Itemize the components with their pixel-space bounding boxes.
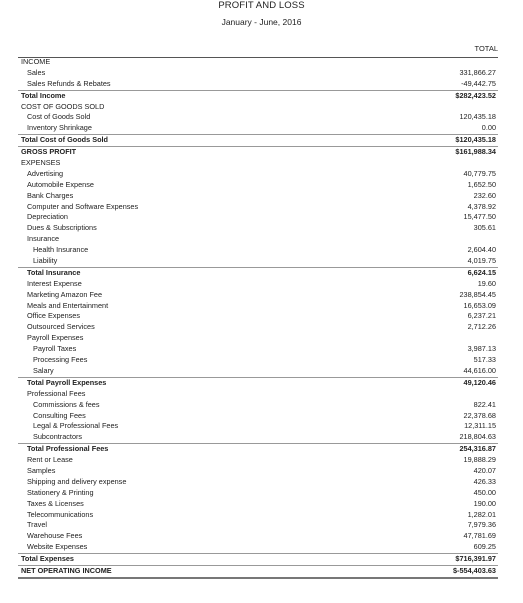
row-label: Commissions & fees — [33, 399, 100, 409]
row-label: Legal & Professional Fees — [33, 421, 119, 431]
row-label: Outsourced Services — [27, 322, 95, 332]
report-row — [18, 311, 498, 322]
report-row — [18, 510, 498, 521]
row-amount: 44,616.00 — [463, 365, 496, 375]
row-label: Rent or Lease — [27, 455, 73, 465]
report-row — [18, 400, 498, 411]
report-row — [18, 223, 498, 234]
row-label: Automobile Expense — [27, 179, 94, 189]
row-label: Telecommunications — [27, 509, 94, 519]
row-amount: 331,866.27 — [459, 67, 496, 77]
row-amount: 420.07 — [473, 465, 496, 475]
row-label: Sales Refunds & Rebates — [27, 78, 111, 88]
row-label: Depreciation — [27, 212, 68, 222]
row-label: EXPENSES — [21, 158, 61, 168]
total-row — [18, 146, 498, 158]
row-label: Total Professional Fees — [27, 444, 109, 454]
row-label: Total Cost of Goods Sold — [21, 135, 109, 145]
row-label: Total Expenses — [21, 554, 74, 564]
row-label: Consulting Fees — [33, 410, 86, 420]
row-amount: 120,435.18 — [459, 112, 496, 122]
row-label: Interest Expense — [27, 278, 82, 288]
row-label: Salary — [33, 365, 54, 375]
row-label: Total Insurance — [27, 267, 81, 277]
row-amount: 4,378.92 — [467, 201, 496, 211]
row-amount: 4,019.75 — [467, 256, 496, 266]
row-amount: 426.33 — [473, 476, 496, 486]
row-amount: 12,311.15 — [464, 421, 496, 431]
report-row — [18, 520, 498, 531]
row-label: Office Expenses — [27, 311, 80, 321]
row-amount: 254,316.87 — [459, 444, 496, 454]
row-label: COST OF GOODS SOLD — [21, 101, 105, 111]
row-amount: $161,988.34 — [455, 147, 496, 157]
report-row — [18, 477, 498, 488]
report-row — [18, 499, 498, 510]
report-row — [18, 542, 498, 553]
total-row — [18, 377, 498, 389]
report-row — [18, 488, 498, 499]
row-label: Computer and Software Expenses — [27, 201, 139, 211]
row-label: Subcontractors — [33, 432, 83, 442]
report-row — [18, 344, 498, 355]
row-amount: 6,624.15 — [467, 267, 496, 277]
row-label: Cost of Goods Sold — [27, 112, 91, 122]
row-amount: 3,987.13 — [467, 344, 496, 354]
report-title: PROFIT AND LOSS — [218, 0, 305, 11]
section-header-row — [18, 102, 498, 113]
section-header-row — [18, 57, 498, 68]
row-label: Liability — [33, 256, 58, 266]
report-row — [18, 212, 498, 223]
row-label: Health Insurance — [33, 245, 89, 255]
row-label: Total Income — [21, 90, 66, 100]
row-amount: 609.25 — [473, 542, 496, 552]
section-header-row — [18, 158, 498, 169]
row-label: Warehouse Fees — [27, 531, 83, 541]
row-label: Advertising — [27, 168, 64, 178]
section-header-row — [18, 333, 498, 344]
row-amount: 1,282.01 — [467, 509, 496, 519]
row-amount: 16,653.09 — [463, 300, 496, 310]
row-amount: 517.33 — [473, 355, 496, 365]
report-row — [18, 202, 498, 213]
row-label: Stationery & Printing — [27, 487, 94, 497]
report-row — [18, 355, 498, 366]
report-row — [18, 432, 498, 443]
row-amount: 0.00 — [481, 123, 496, 133]
row-amount: 190.00 — [473, 498, 496, 508]
row-amount: 47,781.69 — [463, 531, 496, 541]
row-label: Dues & Subscriptions — [27, 223, 97, 233]
row-amount: $-554,403.63 — [452, 565, 496, 575]
row-label: Payroll Taxes — [33, 344, 77, 354]
row-label: INCOME — [21, 57, 51, 66]
report-row — [18, 169, 498, 180]
row-label: Shipping and delivery expense — [27, 476, 127, 486]
total-row — [18, 267, 498, 279]
row-label: Insurance — [27, 234, 60, 244]
report-row — [18, 466, 498, 477]
report-row — [18, 322, 498, 333]
row-label: Inventory Shrinkage — [27, 123, 92, 133]
report-row — [18, 279, 498, 290]
row-amount: 19.60 — [477, 278, 496, 288]
row-amount: $716,391.97 — [455, 554, 496, 564]
report-row — [18, 455, 498, 466]
report-row — [18, 290, 498, 301]
row-label: Payroll Expenses — [27, 333, 84, 343]
row-label: Professional Fees — [27, 388, 86, 398]
row-label: Sales — [27, 67, 46, 77]
row-amount: 15,477.50 — [463, 212, 496, 222]
total-row — [18, 553, 498, 565]
row-amount: 2,604.40 — [467, 245, 496, 255]
row-amount: $120,435.18 — [455, 135, 496, 145]
row-amount: 49,120.46 — [463, 377, 496, 387]
report-row — [18, 68, 498, 79]
report-row — [18, 79, 498, 90]
section-header-row — [18, 389, 498, 400]
row-label: Website Expenses — [27, 542, 88, 552]
report-table — [18, 57, 498, 579]
row-amount: 822.41 — [473, 399, 496, 409]
row-label: Taxes & Licenses — [27, 498, 84, 508]
row-amount: 450.00 — [473, 487, 496, 497]
row-amount: 238,854.45 — [459, 289, 496, 299]
row-amount: 232.60 — [473, 190, 496, 200]
total-row — [18, 134, 498, 146]
report-row — [18, 411, 498, 422]
report-row — [18, 301, 498, 312]
row-amount: 305.61 — [473, 223, 496, 233]
report-row — [18, 180, 498, 191]
report-row — [18, 366, 498, 377]
report-row — [18, 531, 498, 542]
total-row — [18, 90, 498, 102]
row-amount: 218,804.63 — [459, 432, 496, 442]
row-amount: 40,779.75 — [463, 168, 496, 178]
report-row — [18, 421, 498, 432]
report-row — [18, 191, 498, 202]
row-amount: 22,378.68 — [463, 410, 496, 420]
total-row — [18, 565, 498, 579]
total-column-header: TOTAL — [474, 44, 498, 53]
report-period: January - June, 2016 — [221, 17, 302, 27]
row-amount: 6,237.21 — [467, 311, 496, 321]
row-label: Meals and Entertainment — [27, 300, 109, 310]
row-label: Travel — [27, 520, 48, 530]
total-row — [18, 443, 498, 455]
row-amount: 1,652.50 — [467, 179, 496, 189]
row-label: Bank Charges — [27, 190, 74, 200]
row-amount: 19,888.29 — [463, 455, 496, 465]
row-label: Processing Fees — [33, 355, 88, 365]
section-header-row — [18, 234, 498, 245]
report-row — [18, 256, 498, 267]
report-row — [18, 112, 498, 123]
row-amount: -49,442.75 — [461, 78, 496, 88]
row-label: NET OPERATING INCOME — [21, 565, 112, 575]
report-row — [18, 245, 498, 256]
row-amount: $282,423.52 — [455, 90, 496, 100]
row-label: Marketing Amazon Fee — [27, 289, 103, 299]
row-label: Samples — [27, 465, 56, 475]
report-row — [18, 123, 498, 134]
row-amount: 2,712.26 — [467, 322, 496, 332]
row-label: Total Payroll Expenses — [27, 377, 107, 387]
row-label: GROSS PROFIT — [21, 147, 77, 157]
row-amount: 7,979.36 — [467, 520, 496, 530]
